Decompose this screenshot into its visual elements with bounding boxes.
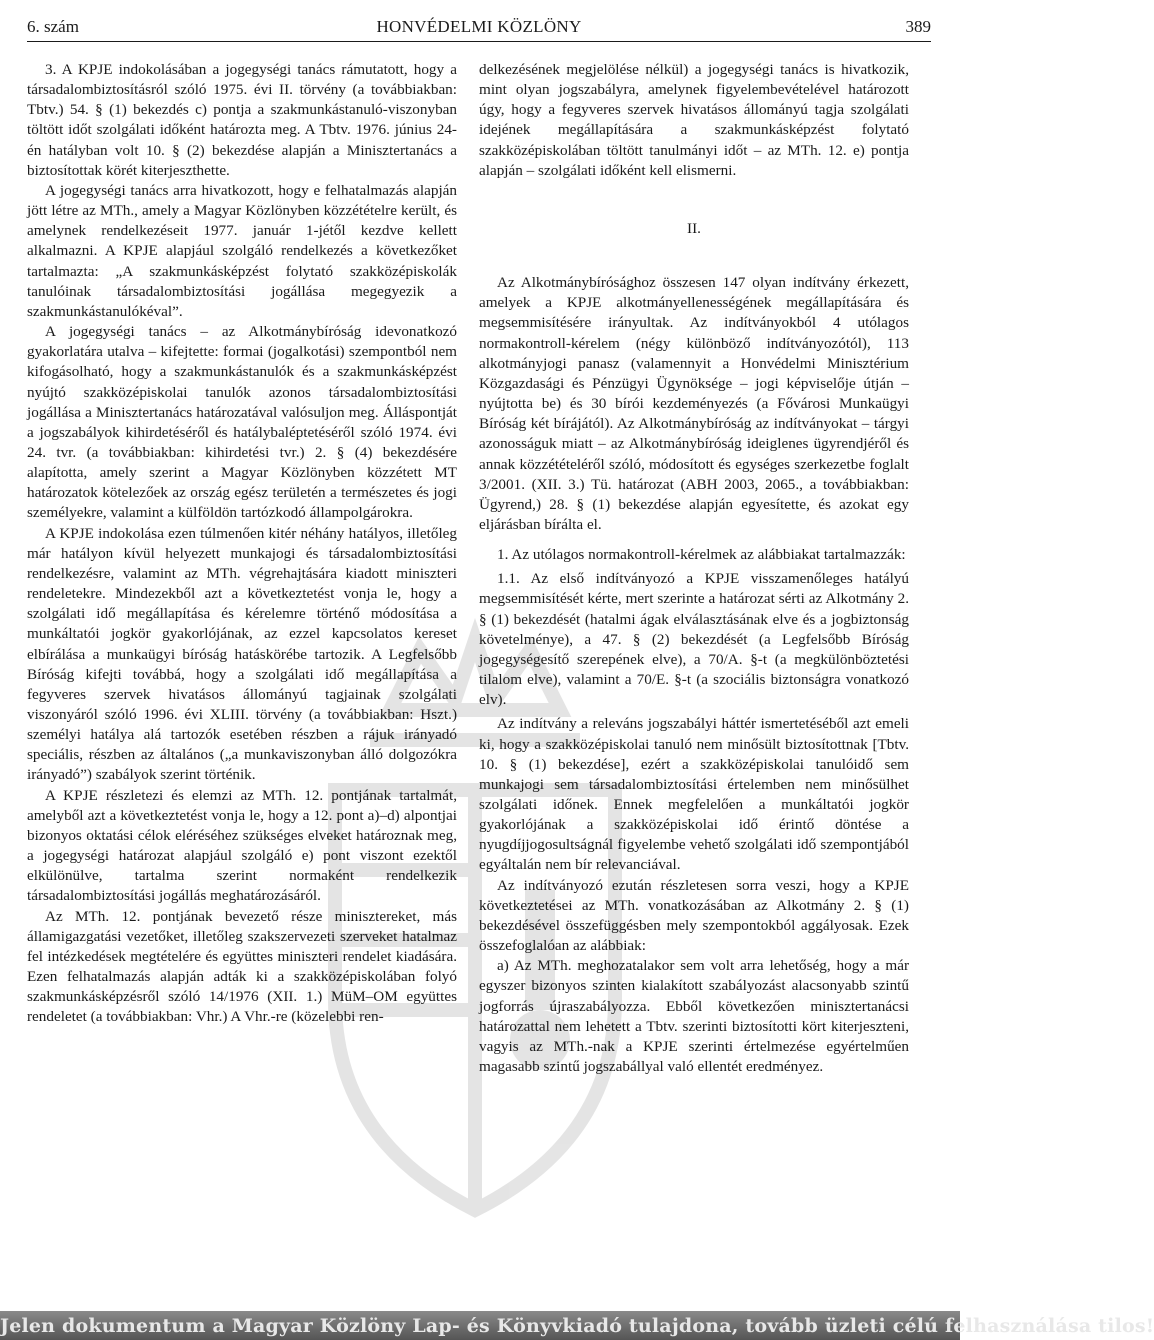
paragraph: A KPJE indokolása ezen túlmenően kitér néhány hatályos, illetőleg már hatályon kívül helyezett munkajogi és társadalombiztosítási rendelkezésre, valamint az MTh. végrehajtására kiadott miniszteri rendeletekre. Mindezekből azt a következtetést vonja le, hogy a szolgálati idő megállapítása és kérelemre történő módosítása a munkáltatói jogkör gyakorlójának, az ezzel kapcsolatos kereset elbírálása a munkaügyi bíróság hatáskörébe tartozik. A Legfelsőbb Bíróság kifejti továbbá, hogy a szolgálati idő megállapítása a fegyveres szervek hivatásos állományú tagjainak szolgálati viszonyáról szóló 1996. évi XLIII. törvény (a továbbiakban: Hszt.) személyi hatálya alá tartozók esetében részben a rájuk irányadó speciális, részben az általános („a munkaviszonyban álló dolgozókra irányadó”) szabályok szerint történik. (27, 524, 457, 784)
paragraph: 3. A KPJE indokolásában a jogegységi tanács rámutatott, hogy a társadalombiztosításról szóló 1975. évi II. törvény (a továbbiakban: Tbtv.) 54. § (1) bekezdés c) pontja a szakmunkástanuló-viszonyban töltött időt szolgálati időként határozta meg. A Tbtv. 1976. június 24-én hatályban volt 10. § (2) bekezdése alapján a Minisztertanács a biztosítottak körét kiterjeszthette. (27, 61, 457, 179)
paragraph: Az indítvány a releváns jogszabályi háttér ismertetéséből azt emeli ki, hogy a szakközépiskolai tanuló nem minősült biztosítottnak [Tbtv. 10. § (1) bekezdése], ezért a szakközépiskolai tanulóidő sem munkajogi sem társadalombiztosítási értelemben nem minősülhet szolgálati időnek. Ennek megfelelően a munkáltatói jogkör gyakorlójának a szakközépiskolai idő érintő döntése a nyugdíjjogosultságnál figyelembe vehető szolgálati idő szempontjából egyáltalán nem bír relevanciával. (479, 715, 909, 874)
left-text-column (27, 60, 457, 1028)
paragraph: a) Az MTh. meghozatalakor sem volt arra lehetőség, hogy a már egyszer bizonyos szinten kialakított szabályozást alacsonyabb szintű jogforrás újraszabályozza. Ebből következően minisztertanácsi határozattal nem lehetett a Tbtv. szerinti biztosítotti kört kiterjeszteni, vagyis az MTh.-nak a KPJE szerinti értelmezése egyértelműen magasabb szintű jogszabállyal való ellentét eredményez. (479, 957, 909, 1076)
paragraph: 1.1. Az első indítványozó a KPJE visszamenőleges hatályú megsemmisítését kérte, mert szerinte a határozat sérti az Alkotmány 2. § (1) bekezdését (hatalmi ágak elválasztásának elve és a jogbiztonság követelménye), a 47. § (2) bekezdését (a Legfelsőbb Bíróság jogegységesítő szerepének elve), a 70/A. §-t (a megkülönböztetési tilalom elve), valamint a 70/E. §-t (a szociális biztonságra vonatkozó elv). (479, 570, 909, 709)
paragraph: 1. Az utólagos normakontroll-kérelmek az alábbiakat tartalmazzák: (497, 546, 906, 564)
paragraph: A KPJE részletezi és elemzi az MTh. 12. pontjának tartalmát, amelyből azt a következtetést vonja le, hogy a 12. pont a)–d) alpontjai bizonyos oktatási célok eléréséhez szükséges elveket határoznak meg, a jogegységi határozat alapjául szolgáló e) pont viszont ezektől elkülönülve, tartalma szerint normaként rendelkezik társadalombiztosítási jogállás meghatározásáról. (27, 786, 457, 905)
paragraph: Az MTh. 12. pontjának bevezető része minisztereket, más államigazgatási vezetőket, illetőleg szakszervezeti szerveket hatalmaz fel intézkedések megtételére és együttes miniszteri rendelet kiadására. Ezen felhatalmazás alapján adták ki a szakközépiskolában folyó szakmunkásképzésről szóló 14/1976 (XII. 1.) MüM–OM együttes rendeletet (a továbbiakban: Vhr.) A Vhr.-re (közelebbi ren- (27, 907, 457, 1026)
page-number: 389 (905, 17, 931, 36)
section-heading: II. (687, 219, 701, 237)
header-rule (27, 41, 931, 42)
paragraph: Az Alkotmánybírósághoz összesen 147 olyan indítvány érkezett, amelyek a KPJE alkotmányellenességének megállapítására és megsemmisítésére irányultak. Az indítványokból 4 utólagos normakontroll-kérelem (négy különböző indítványozótól), 113 alkotmányjogi panasz (valamennyit a Honvédelmi Minisztérium Közgazdasági és Pénzügyi Ügynöksége – jogi képviselője útján – nyújtotta be) és 30 bírói kezdeményezés (a Fővárosi Munkaügyi Bíróság két bírájától). Az Alkotmánybíróság az indítványokat – tárgyi azonosságuk miatt – az Alkotmánybíróság ideiglenes ügyrendjéről és annak közzétételéről szóló, módosított és egységes szerkezetbe foglalt 3/2001. (XII. 3.) Tü. határozat (ABH 2003, 2065., a továbbiakban: Ügyrend,) 28. § (1) bekezdése alapján egyesítette, és azokat egy eljárásban bírálta el. (479, 274, 909, 533)
paragraph: delkezésének megjelölése nélkül) a jogegységi tanács is hivatkozik, mint olyan jogszabályra, amelynek figyelembevételével határozott úgy, hogy a fegyveres szervek hivatásos állományú tagja szolgálati idejének megállapítására a szakmunkásképzést folytató szakközépiskolában töltött tanulmányi időt – az MTh. 12. e) pontja alapján – szolgálati időként kell elismerni. (479, 61, 909, 179)
paragraph: A jogegységi tanács – az Alkotmánybíróság idevonatkozó gyakorlatára utalva – kifejtette: formai (jogalkotási) szempontból nem kifogásolható, hogy a szakmunkástanulók és a szakmunkásképzést nyújtó szakközépiskolai tanulók azonos társadalombiztosítási jogállása a Minisztertanács határozatával valósuljon meg. Álláspontját a jogszabályok kihirdetéséről és hatálybaléptetéséről szóló 1974. évi 24. tvr. (a továbbiakban: kihirdetési tvr.) 2. § (4) bekezdésére alapította, amely szerint a Magyar Közlönyben közzétett MT határozatok kötelezőek az ország egész területén a természetes és jogi személyekre, valamint a külföldön tartózkodó állampolgárokra. (27, 323, 457, 522)
copyright-notice: Jelen dokumentum a Magyar Közlöny Lap- és Könyvkiadó tulajdona, tovább üzleti célú felhasználása tilos! (0, 1315, 1154, 1337)
paragraph: Az indítványozó ezután részletesen sorra veszi, hogy a KPJE következtetései az MTh. vonatkozásában az Alkotmány 2. § (1) bekezdésével összefüggésben mely szempontokból aggályosak. Ezek összefoglalóan az alábbiak: (479, 876, 909, 955)
journal-title: HONVÉDELMI KÖZLÖNY (376, 17, 582, 36)
paragraph: A jogegységi tanács arra hivatkozott, hogy e felhatalmazás alapján jött létre az MTh., amely a Magyar Közlönyben közzétételre került, és amelynek rendelkezéseit 1977. január 1-jétől kezdve kellett alkalmazni. A KPJE alapjául szolgáló rendelkezés a következőket tartalmazta: „A szakmunkásképzést folytató szakközépiskolák tanulóinak társadalombiztosítási jogállása megegyezik a szakmunkástanulókéval”. (27, 181, 457, 320)
right-text-column (479, 60, 909, 1077)
issue-number: 6. szám (27, 17, 79, 36)
